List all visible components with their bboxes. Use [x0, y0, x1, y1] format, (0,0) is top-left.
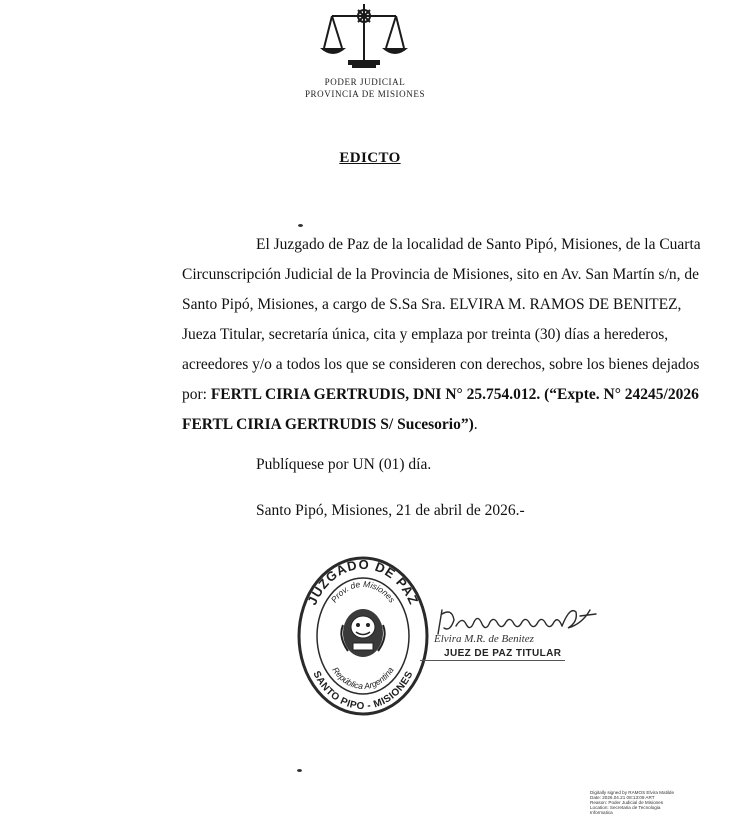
body-line-4: Jueza Titular, secretaría única, cita y emplaza por treinta (30) días a herederos,	[182, 326, 669, 343]
digital-signature-location-cont: Informatica	[590, 810, 613, 815]
coat-of-arms-icon	[341, 609, 384, 657]
seal-country: República Argentina	[330, 665, 396, 692]
body-line-1: El Juzgado de Paz de la localidad de Santo Pipó, Misiones, de la Cuarta	[256, 236, 701, 253]
place-and-date: Santo Pipó, Misiones, 21 de abril de 2026.-	[256, 502, 525, 519]
seal-province: Prov. de Misiones	[328, 578, 398, 605]
court-seal-stamp	[296, 555, 430, 717]
body-line-6	[182, 386, 699, 404]
signature-underline	[420, 660, 565, 661]
digital-signature-block	[590, 790, 722, 815]
body-line-5: acreedores y/o a todos los que se consideren con derechos, sobre los bienes dejados	[182, 356, 700, 373]
body-line-6-prefix: por:	[182, 386, 211, 403]
institution-province: PROVINCIA DE MISIONES	[304, 89, 426, 99]
body-line-7-suffix: .	[473, 416, 478, 433]
document-title: EDICTO	[339, 150, 401, 166]
digital-signature-signer: Digitally signed by RAMOS Elvira Matilde	[590, 790, 674, 795]
deceased-reference: FERTL CIRIA GERTRUDIS, DNI N° 25.754.012. (“Expte. N° 24245/2026	[210, 386, 699, 403]
body-line-3: Santo Pipó, Misiones, a cargo de S.Sa Sra. ELVIRA M. RAMOS DE BENITEZ,	[182, 296, 682, 313]
digital-signature-location: Location: Secretaria de Tecnologia	[590, 805, 661, 810]
signer-name: Elvira M.R. de Benitez	[434, 633, 534, 645]
svg-text:Prov. de Misiones	[329, 579, 398, 605]
digital-signature-reason: Reason: Poder Judicial de Misiones	[590, 800, 664, 805]
publication-notice: Publíquese por UN (01) día.	[256, 456, 432, 473]
body-line-7	[182, 416, 592, 434]
seal-locality: SANTO PIPO - MISIONES	[310, 669, 416, 713]
scan-speck	[298, 224, 303, 227]
seal-court-name: JUZGADO DE PAZ	[304, 556, 422, 608]
case-reference: FERTL CIRIA GERTRUDIS S/ Sucesorio”)	[182, 416, 474, 433]
svg-text:JUZGADO DE PAZ	[304, 557, 421, 607]
institution-name: PODER JUDICIAL	[324, 77, 406, 87]
scales-of-justice-emblem	[318, 2, 410, 74]
digital-signature-date: Date: 2026.04.21 08:13:09 ART	[590, 795, 655, 800]
body-line-2: Circunscripción Judicial de la Provincia de Misiones, sito en Av. San Martín s/n, de	[182, 266, 700, 283]
scan-speck	[297, 769, 302, 772]
signer-title: JUEZ DE PAZ TITULAR	[444, 648, 562, 659]
